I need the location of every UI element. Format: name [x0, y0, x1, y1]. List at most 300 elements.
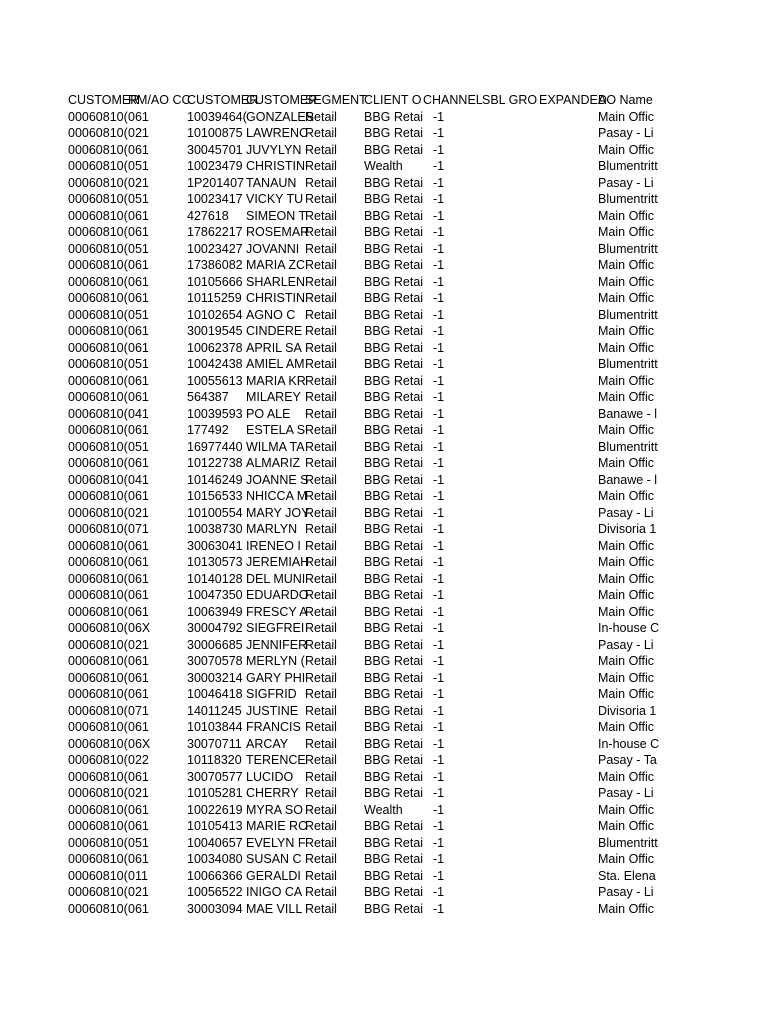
table-cell[interactable]: -1	[433, 175, 445, 190]
table-cell[interactable]	[482, 521, 539, 538]
table-cell[interactable]: Main Offic	[598, 819, 655, 833]
table-cell[interactable]: JOANNE S	[246, 472, 309, 487]
table-cell[interactable]: Retail	[305, 390, 337, 404]
table-cell[interactable]: 00060810(	[68, 753, 128, 767]
table-cell[interactable]: BBG Retai	[364, 720, 424, 734]
table-cell[interactable]	[539, 274, 598, 291]
table-cell[interactable]: BBG Retai	[364, 868, 424, 883]
table-cell[interactable]: BBG Retai	[364, 225, 424, 239]
table-cell[interactable]	[482, 290, 539, 307]
table-cell[interactable]: 061	[128, 340, 149, 355]
table-cell[interactable]	[482, 719, 539, 736]
table-cell[interactable]	[482, 307, 539, 324]
table-cell[interactable]: BBG Retai	[364, 687, 424, 701]
column-header[interactable]: CLIENT O	[364, 93, 422, 107]
table-cell[interactable]: JUVYLYN	[246, 142, 302, 157]
table-cell[interactable]: MARY JOY	[246, 505, 310, 520]
table-cell[interactable]	[482, 406, 539, 423]
table-cell[interactable]: Main Offic	[598, 390, 655, 404]
table-cell[interactable]: 061	[128, 654, 149, 668]
table-cell[interactable]	[482, 439, 539, 456]
table-cell[interactable]: Main Offic	[598, 456, 655, 470]
table-cell[interactable]: 06X	[128, 736, 151, 751]
table-cell[interactable]: BBG Retai	[364, 588, 424, 602]
table-cell[interactable]: 10042438	[187, 357, 243, 371]
table-cell[interactable]: 00060810(	[68, 208, 128, 223]
table-cell[interactable]: 061	[128, 225, 149, 239]
table-cell[interactable]: Retail	[305, 852, 337, 866]
table-cell[interactable]: 16977440	[187, 439, 243, 454]
table-cell[interactable]: MARIA ZC	[246, 258, 306, 272]
table-cell[interactable]: 00060810(	[68, 109, 128, 124]
table-cell[interactable]: BBG Retai	[364, 390, 424, 404]
table-cell[interactable]: 021	[128, 786, 149, 800]
table-cell[interactable]: Banawe - l	[598, 472, 658, 487]
table-cell[interactable]: Retail	[305, 522, 337, 536]
table-cell[interactable]: Retail	[305, 505, 337, 520]
table-cell[interactable]: 061	[128, 142, 149, 157]
table-cell[interactable]	[482, 703, 539, 720]
table-cell[interactable]: 10105666	[187, 274, 243, 289]
table-cell[interactable]: 061	[128, 208, 149, 223]
column-header[interactable]: CUSTOMER	[68, 93, 140, 107]
table-cell[interactable]: -1	[433, 439, 445, 454]
column-header[interactable]: CUSTOMER	[187, 93, 259, 107]
table-cell[interactable]: Pasay - Li	[598, 637, 654, 652]
table-cell[interactable]: Retail	[305, 604, 337, 619]
table-cell[interactable]: Main Offic	[598, 258, 655, 272]
table-cell[interactable]: 00060810(	[68, 621, 128, 635]
table-cell[interactable]: BBG Retai	[364, 736, 424, 751]
table-cell[interactable]: 00060810(	[68, 522, 128, 536]
table-cell[interactable]: 30004792	[187, 621, 243, 635]
table-cell[interactable]: -1	[433, 538, 445, 553]
table-cell[interactable]: 051	[128, 241, 149, 256]
table-cell[interactable]	[482, 274, 539, 291]
table-cell[interactable]: 061	[128, 852, 149, 866]
table-cell[interactable]	[539, 373, 598, 390]
table-cell[interactable]: -1	[433, 423, 445, 437]
table-cell[interactable]: Retail	[305, 786, 337, 800]
table-cell[interactable]: 071	[128, 522, 149, 536]
table-cell[interactable]: 00060810(	[68, 340, 128, 355]
table-cell[interactable]: 00060810(	[68, 439, 128, 454]
table-cell[interactable]: 061	[128, 373, 149, 388]
table-cell[interactable]: JUSTINE	[246, 703, 299, 718]
table-cell[interactable]	[539, 752, 598, 769]
table-cell[interactable]	[482, 637, 539, 654]
table-cell[interactable]	[539, 835, 598, 852]
table-cell[interactable]: -1	[433, 307, 445, 322]
table-cell[interactable]: -1	[433, 604, 445, 619]
table-cell[interactable]: 00060810(	[68, 703, 128, 718]
table-cell[interactable]: -1	[433, 703, 445, 718]
table-cell[interactable]: 051	[128, 357, 149, 371]
table-cell[interactable]: Retail	[305, 274, 337, 289]
table-cell[interactable]: BBG Retai	[364, 555, 424, 569]
table-cell[interactable]: 00060810(	[68, 736, 128, 751]
table-cell[interactable]: -1	[433, 126, 445, 140]
table-cell[interactable]: 071	[128, 703, 149, 718]
table-cell[interactable]: -1	[433, 340, 445, 355]
table-cell[interactable]: 10039593	[187, 406, 243, 421]
table-cell[interactable]: Blumentritt	[598, 835, 658, 850]
table-cell[interactable]: -1	[433, 472, 445, 487]
table-cell[interactable]: Main Offic	[598, 852, 655, 866]
table-cell[interactable]: Retail	[305, 489, 337, 503]
table-cell[interactable]: BBG Retai	[364, 291, 424, 305]
table-cell[interactable]: 10039464(	[187, 109, 247, 124]
table-cell[interactable]: 041	[128, 472, 149, 487]
table-cell[interactable]	[482, 752, 539, 769]
table-cell[interactable]: 061	[128, 720, 149, 734]
table-cell[interactable]: BBG Retai	[364, 406, 424, 421]
table-cell[interactable]: Main Offic	[598, 208, 655, 223]
table-cell[interactable]: 30070577	[187, 769, 243, 784]
table-cell[interactable]	[482, 175, 539, 192]
table-cell[interactable]: BBG Retai	[364, 357, 424, 371]
table-cell[interactable]: 061	[128, 456, 149, 470]
table-cell[interactable]	[539, 125, 598, 142]
column-header[interactable]: EXPANDED	[539, 93, 607, 107]
table-cell[interactable]: 10102654	[187, 307, 243, 322]
table-cell[interactable]: Pasay - Li	[598, 505, 654, 520]
table-cell[interactable]: 021	[128, 126, 149, 140]
table-cell[interactable]: 10103844	[187, 720, 243, 734]
table-cell[interactable]: 00060810(	[68, 538, 128, 553]
table-cell[interactable]: 00060810(	[68, 225, 128, 239]
table-cell[interactable]: 10100554	[187, 505, 243, 520]
table-cell[interactable]: 00060810(	[68, 885, 128, 899]
table-cell[interactable]: BBG Retai	[364, 604, 424, 619]
table-cell[interactable]: VICKY TU	[246, 192, 304, 206]
table-cell[interactable]: Pasay - Li	[598, 126, 654, 140]
table-cell[interactable]: Main Offic	[598, 571, 655, 586]
table-cell[interactable]: 00060810(	[68, 637, 128, 652]
table-cell[interactable]: 061	[128, 571, 149, 586]
table-cell[interactable]: BBG Retai	[364, 901, 424, 916]
table-cell[interactable]: ARCAY	[246, 736, 289, 751]
table-cell[interactable]: Main Offic	[598, 225, 655, 239]
table-cell[interactable]	[482, 373, 539, 390]
table-cell[interactable]: Blumentritt	[598, 307, 658, 322]
table-cell[interactable]: Retail	[305, 192, 337, 206]
table-cell[interactable]: Main Offic	[598, 324, 655, 338]
table-cell[interactable]	[482, 554, 539, 571]
table-cell[interactable]: 00060810(	[68, 852, 128, 866]
table-cell[interactable]: NHICCA M	[246, 489, 308, 503]
table-cell[interactable]: 30063041	[187, 538, 243, 553]
table-cell[interactable]: JOVANNI	[246, 241, 300, 256]
table-cell[interactable]	[539, 439, 598, 456]
table-cell[interactable]: SIEGFREI	[246, 621, 305, 635]
table-cell[interactable]	[482, 488, 539, 505]
table-cell[interactable]: Blumentritt	[598, 357, 658, 371]
table-cell[interactable]: Blumentritt	[598, 192, 658, 206]
table-cell[interactable]: Main Offic	[598, 901, 655, 916]
table-cell[interactable]	[482, 323, 539, 340]
table-cell[interactable]: BBG Retai	[364, 852, 424, 866]
table-cell[interactable]: 427618	[187, 208, 229, 223]
table-cell[interactable]: Main Offic	[598, 654, 655, 668]
table-cell[interactable]: Retail	[305, 736, 337, 751]
table-cell[interactable]: BBG Retai	[364, 208, 424, 223]
table-cell[interactable]: BBG Retai	[364, 505, 424, 520]
table-cell[interactable]: 00060810(	[68, 670, 128, 685]
table-cell[interactable]: Main Offic	[598, 670, 655, 685]
table-cell[interactable]: BBG Retai	[364, 423, 424, 437]
table-cell[interactable]: 06X	[128, 621, 151, 635]
table-cell[interactable]: -1	[433, 720, 445, 734]
table-cell[interactable]: 10105413	[187, 819, 243, 833]
table-cell[interactable]: 10038730	[187, 522, 243, 536]
table-cell[interactable]: 021	[128, 637, 149, 652]
table-cell[interactable]: Retail	[305, 555, 337, 569]
table-cell[interactable]	[482, 686, 539, 703]
table-cell[interactable]: 00060810(	[68, 159, 128, 173]
table-cell[interactable]: -1	[433, 505, 445, 520]
table-cell[interactable]: 10105281	[187, 786, 243, 800]
table-cell[interactable]: Retail	[305, 670, 337, 685]
table-cell[interactable]: Pasay - Ta	[598, 753, 657, 767]
table-cell[interactable]: DEL MUNI	[246, 571, 306, 586]
table-cell[interactable]: 061	[128, 555, 149, 569]
table-cell[interactable]: 051	[128, 159, 149, 173]
table-cell[interactable]: 10066366	[187, 868, 243, 883]
table-cell[interactable]: 011	[128, 868, 148, 883]
table-cell[interactable]: 061	[128, 489, 149, 503]
table-cell[interactable]: Wealth	[364, 802, 403, 817]
table-cell[interactable]: BBG Retai	[364, 456, 424, 470]
table-cell[interactable]: Pasay - Li	[598, 885, 654, 899]
table-cell[interactable]	[539, 224, 598, 241]
table-cell[interactable]: Main Offic	[598, 720, 655, 734]
table-cell[interactable]: BBG Retai	[364, 109, 424, 124]
table-cell[interactable]: 00060810(	[68, 786, 128, 800]
table-cell[interactable]	[482, 769, 539, 786]
table-cell[interactable]	[539, 604, 598, 621]
table-cell[interactable]: 14011245	[187, 703, 242, 718]
table-cell[interactable]: -1	[433, 555, 445, 569]
table-cell[interactable]	[539, 884, 598, 901]
table-cell[interactable]: Blumentritt	[598, 439, 658, 454]
table-cell[interactable]: 00060810(	[68, 291, 128, 305]
table-cell[interactable]: BBG Retai	[364, 439, 424, 454]
table-cell[interactable]: 022	[128, 753, 149, 767]
table-cell[interactable]	[539, 538, 598, 555]
table-cell[interactable]: Retail	[305, 423, 337, 437]
table-cell[interactable]: Main Offic	[598, 555, 655, 569]
table-cell[interactable]	[539, 307, 598, 324]
table-cell[interactable]: BBG Retai	[364, 324, 424, 338]
table-cell[interactable]	[539, 620, 598, 637]
table-cell[interactable]: Retail	[305, 258, 337, 272]
table-cell[interactable]: -1	[433, 736, 445, 751]
table-cell[interactable]: Main Offic	[598, 588, 655, 602]
table-cell[interactable]	[539, 851, 598, 868]
table-cell[interactable]: Retail	[305, 769, 337, 784]
table-cell[interactable]: BBG Retai	[364, 175, 424, 190]
table-cell[interactable]: Wealth	[364, 159, 403, 173]
table-cell[interactable]: Retail	[305, 208, 337, 223]
table-cell[interactable]: BBG Retai	[364, 637, 424, 652]
table-cell[interactable]: 00060810(	[68, 126, 128, 140]
table-cell[interactable]	[539, 290, 598, 307]
table-cell[interactable]	[482, 257, 539, 274]
table-cell[interactable]: 061	[128, 769, 149, 784]
table-cell[interactable]: Retail	[305, 720, 337, 734]
table-cell[interactable]: -1	[433, 868, 445, 883]
table-cell[interactable]: Main Offic	[598, 274, 655, 289]
table-cell[interactable]	[482, 835, 539, 852]
table-cell[interactable]: 00060810(	[68, 571, 128, 586]
table-cell[interactable]	[539, 818, 598, 835]
table-cell[interactable]: 10023427	[187, 241, 243, 256]
table-cell[interactable]: -1	[433, 456, 445, 470]
table-cell[interactable]: Main Offic	[598, 802, 655, 817]
table-cell[interactable]: CINDERE	[246, 324, 303, 338]
table-cell[interactable]: 00060810(	[68, 258, 128, 272]
column-header[interactable]: CUSTOMER	[246, 93, 318, 107]
table-cell[interactable]: Retail	[305, 324, 337, 338]
table-cell[interactable]: 10115259	[187, 291, 242, 305]
table-cell[interactable]: Retail	[305, 868, 337, 883]
table-cell[interactable]: 021	[128, 175, 149, 190]
table-cell[interactable]: JEREMIAH	[246, 555, 310, 569]
table-cell[interactable]: -1	[433, 109, 445, 124]
table-cell[interactable]: 061	[128, 324, 149, 338]
table-cell[interactable]: Main Offic	[598, 489, 655, 503]
table-cell[interactable]: 00060810(	[68, 720, 128, 734]
table-cell[interactable]: Retail	[305, 456, 337, 470]
table-cell[interactable]: -1	[433, 274, 445, 289]
table-cell[interactable]: Main Offic	[598, 340, 655, 355]
table-cell[interactable]	[539, 521, 598, 538]
table-cell[interactable]: BBG Retai	[364, 571, 424, 586]
table-cell[interactable]: -1	[433, 373, 445, 388]
table-cell[interactable]	[482, 422, 539, 439]
table-cell[interactable]: -1	[433, 588, 445, 602]
table-cell[interactable]: -1	[433, 291, 445, 305]
table-cell[interactable]: SUSAN C	[246, 852, 302, 866]
table-cell[interactable]	[539, 406, 598, 423]
table-cell[interactable]: Blumentritt	[598, 159, 658, 173]
table-cell[interactable]	[482, 587, 539, 604]
table-cell[interactable]: IRENEO I	[246, 538, 301, 553]
table-cell[interactable]: 061	[128, 819, 149, 833]
table-cell[interactable]: BBG Retai	[364, 258, 424, 272]
table-cell[interactable]: LAWRENC	[246, 126, 309, 140]
table-cell[interactable]: Retail	[305, 621, 337, 635]
table-cell[interactable]	[482, 505, 539, 522]
table-cell[interactable]: Retail	[305, 835, 337, 850]
table-cell[interactable]	[539, 472, 598, 489]
table-cell[interactable]: 10118320	[187, 753, 242, 767]
table-cell[interactable]	[539, 587, 598, 604]
table-cell[interactable]	[482, 158, 539, 175]
table-cell[interactable]: -1	[433, 852, 445, 866]
table-cell[interactable]: -1	[433, 406, 445, 421]
table-cell[interactable]: MARIE RC	[246, 819, 308, 833]
table-cell[interactable]: 564387	[187, 390, 229, 404]
table-cell[interactable]: SIGFRID	[246, 687, 297, 701]
table-cell[interactable]: ROSEMAR	[246, 225, 310, 239]
table-cell[interactable]: 061	[128, 274, 149, 289]
table-cell[interactable]: GARY PHI	[246, 670, 306, 685]
table-cell[interactable]: 00060810(	[68, 588, 128, 602]
table-cell[interactable]	[539, 670, 598, 687]
table-cell[interactable]: BBG Retai	[364, 885, 424, 899]
table-cell[interactable]: -1	[433, 769, 445, 784]
table-cell[interactable]	[539, 241, 598, 258]
table-cell[interactable]	[539, 637, 598, 654]
table-cell[interactable]: PO ALE	[246, 406, 291, 421]
table-cell[interactable]: 00060810(	[68, 555, 128, 569]
table-cell[interactable]: Retail	[305, 307, 337, 322]
table-cell[interactable]	[539, 158, 598, 175]
table-cell[interactable]	[539, 356, 598, 373]
table-cell[interactable]: Retail	[305, 687, 337, 701]
table-cell[interactable]: 10156533	[187, 489, 243, 503]
table-cell[interactable]	[539, 686, 598, 703]
table-cell[interactable]	[539, 175, 598, 192]
table-cell[interactable]: In-house C	[598, 736, 660, 751]
table-cell[interactable]	[482, 241, 539, 258]
table-cell[interactable]: BBG Retai	[364, 538, 424, 553]
table-cell[interactable]	[539, 340, 598, 357]
table-cell[interactable]: 30003094	[187, 901, 243, 916]
table-cell[interactable]: 00060810(	[68, 406, 128, 421]
table-cell[interactable]: -1	[433, 522, 445, 536]
table-cell[interactable]: 051	[128, 307, 149, 322]
table-cell[interactable]	[482, 851, 539, 868]
table-cell[interactable]: 021	[128, 885, 149, 899]
table-cell[interactable]: 00060810(	[68, 819, 128, 833]
table-cell[interactable]: Retail	[305, 703, 337, 718]
table-cell[interactable]: Retail	[305, 357, 337, 371]
table-cell[interactable]	[539, 323, 598, 340]
table-cell[interactable]	[539, 736, 598, 753]
table-cell[interactable]: Main Offic	[598, 604, 655, 619]
table-cell[interactable]: 1P201407	[187, 175, 245, 190]
table-cell[interactable]: 30003214	[187, 670, 243, 685]
table-cell[interactable]: 061	[128, 423, 149, 437]
table-cell[interactable]: -1	[433, 489, 445, 503]
table-cell[interactable]	[539, 505, 598, 522]
table-cell[interactable]	[539, 802, 598, 819]
table-cell[interactable]: INIGO CA	[246, 885, 303, 899]
table-cell[interactable]: 00060810(	[68, 373, 128, 388]
table-cell[interactable]	[482, 818, 539, 835]
table-cell[interactable]: Retail	[305, 439, 337, 454]
table-cell[interactable]	[482, 868, 539, 885]
table-cell[interactable]: BBG Retai	[364, 274, 424, 289]
table-cell[interactable]	[482, 901, 539, 918]
table-cell[interactable]: In-house C	[598, 621, 660, 635]
table-cell[interactable]: Retail	[305, 901, 337, 916]
table-cell[interactable]: BBG Retai	[364, 142, 424, 157]
table-cell[interactable]: 30070578	[187, 654, 243, 668]
table-cell[interactable]: GERALDI	[246, 868, 301, 883]
table-cell[interactable]: -1	[433, 654, 445, 668]
table-cell[interactable]: Retail	[305, 340, 337, 355]
table-cell[interactable]: AGNO C	[246, 307, 296, 322]
table-cell[interactable]: -1	[433, 901, 445, 916]
table-cell[interactable]: -1	[433, 241, 445, 256]
table-cell[interactable]	[539, 703, 598, 720]
table-cell[interactable]	[482, 191, 539, 208]
table-cell[interactable]: WILMA TA	[246, 439, 305, 454]
